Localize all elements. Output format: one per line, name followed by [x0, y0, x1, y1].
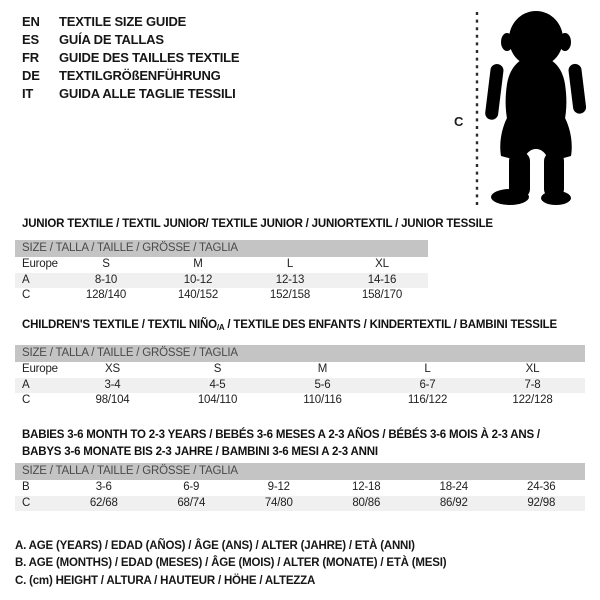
junior-textile-table — [15, 240, 428, 304]
table-cell: 110/116 — [303, 394, 342, 406]
table-cell: 140/152 — [177, 289, 219, 301]
size-header-bar: SIZE / TALLA / TAILLE / GRÖSSE / TAGLIA — [15, 463, 585, 480]
guide-title-en: TEXTILE SIZE GUIDE — [59, 14, 187, 29]
baby-silhouette-figure — [447, 6, 597, 216]
measurement-legend — [15, 538, 446, 590]
table-row-age — [15, 378, 585, 394]
language-code: EN — [22, 14, 40, 29]
table-cell: 122/128 — [512, 394, 553, 406]
table-cell: 6-9 — [183, 481, 200, 493]
table-row-age — [15, 273, 428, 289]
table-cell: 10-12 — [183, 273, 213, 286]
table-cell: XL — [375, 258, 389, 270]
childrens-textile-title — [22, 319, 557, 334]
table-cell: S — [102, 258, 110, 270]
language-row-fr — [22, 49, 239, 67]
title-subscript: /A — [216, 323, 225, 332]
table-cell: 24-36 — [527, 481, 556, 493]
guide-title-fr: GUIDE DES TAILLES TEXTILE — [59, 50, 240, 65]
baby-arm-right — [568, 63, 587, 114]
table-row-height — [15, 288, 428, 304]
title-line-2: BABYS 3-6 MONATE BIS 2-3 JAHRE / BAMBINI 3-6 MESI A 2-3 ANNI — [22, 445, 378, 458]
table-cell: 116/122 — [407, 394, 448, 406]
baby-foot-right — [541, 191, 571, 205]
junior-textile-title: JUNIOR TEXTILE / TEXTIL JUNIOR/ TEXTILE JUNIOR / JUNIORTEXTIL / JUNIOR TESSILE — [22, 218, 493, 230]
table-row-europe — [15, 257, 428, 273]
table-cell: 9-12 — [267, 481, 290, 493]
table-cell: 3-6 — [95, 481, 112, 493]
baby-foot-left — [491, 189, 529, 205]
baby-arm-left — [484, 63, 504, 120]
table-cell: 158/170 — [361, 289, 403, 301]
row-label: C — [22, 496, 31, 509]
table-cell: XS — [105, 363, 120, 375]
size-header-bar: SIZE / TALLA / TAILLE / GRÖSSE / TAGLIA — [15, 240, 428, 257]
baby-ear-right — [559, 33, 571, 51]
language-code: IT — [22, 86, 34, 101]
row-label: A — [22, 378, 30, 391]
title-text: / TEXTILE DES ENFANTS / KINDERTEXTIL / BAMBINI TESSILE — [224, 319, 557, 331]
language-code: DE — [22, 68, 40, 83]
table-cell: 18-24 — [439, 481, 468, 493]
size-header-bar: SIZE / TALLA / TAILLE / GRÖSSE / TAGLIA — [15, 345, 585, 362]
table-cell: 152/158 — [269, 289, 311, 301]
legend-line-a: A. AGE (YEARS) / EDAD (AÑOS) / ÂGE (ANS) / ALTER (JAHRE) / ETÀ (ANNI) — [15, 540, 415, 552]
table-row-europe — [15, 362, 585, 378]
guide-title-de: TEXTILGRÖßENFÜHRUNG — [59, 68, 221, 83]
baby-silhouette — [484, 11, 586, 205]
table-cell: 128/140 — [85, 289, 127, 301]
legend-line-c: C. (cm) HEIGHT / ALTURA / HAUTEUR / HÖHE / ALTEZZA — [15, 574, 316, 587]
table-cell: 92/98 — [527, 496, 556, 509]
table-cell: M — [317, 363, 328, 375]
table-cell: 4-5 — [209, 378, 226, 391]
baby-ear-left — [501, 33, 513, 51]
table-cell: 6-7 — [419, 378, 436, 391]
table-cell: 12-13 — [275, 273, 305, 286]
table-cell: XL — [525, 363, 540, 375]
table-cell: 86/92 — [439, 496, 468, 509]
row-label: B — [22, 481, 30, 493]
table-cell: 14-16 — [367, 273, 397, 286]
table-cell: 62/68 — [89, 496, 118, 509]
table-cell: 98/104 — [95, 394, 130, 406]
table-cell: L — [286, 258, 294, 270]
table-cell: 5-6 — [314, 378, 331, 391]
table-row-age-months — [15, 480, 585, 496]
title-text: CHILDREN'S TEXTILE / TEXTIL NIÑO — [22, 319, 217, 331]
language-row-it — [22, 85, 239, 103]
table-cell: 7-8 — [524, 378, 541, 391]
row-label: A — [22, 273, 30, 286]
babies-textile-title — [22, 427, 540, 460]
guide-title-es: GUÍA DE TALLAS — [59, 32, 164, 47]
language-row-en — [22, 13, 239, 31]
table-cell: S — [213, 363, 222, 375]
babies-textile-table — [15, 463, 585, 511]
table-cell: 8-10 — [94, 273, 118, 286]
language-guide — [22, 13, 239, 103]
table-row-height — [15, 496, 585, 512]
table-cell: L — [424, 363, 431, 375]
language-row-de — [22, 67, 239, 85]
row-label: C — [22, 394, 31, 406]
table-cell: 3-4 — [104, 378, 121, 391]
height-measure-label: C — [454, 114, 464, 129]
table-cell: 12-18 — [352, 481, 381, 493]
table-cell: 68/74 — [177, 496, 206, 509]
title-line-1: BABIES 3-6 MONTH TO 2-3 YEARS / BEBÉS 3-6 MESES A 2-3 AÑOS / BÉBÉS 3-6 MOIS À 2-3 ANS / — [22, 429, 540, 441]
guide-title-it: GUIDA ALLE TAGLIE TESSILI — [59, 86, 236, 101]
baby-torso — [506, 56, 567, 124]
language-code: ES — [22, 32, 39, 47]
table-cell: 104/110 — [197, 394, 238, 406]
row-label: Europe — [22, 258, 58, 270]
legend-line-b: B. AGE (MONTHS) / EDAD (MESES) / ÂGE (MOIS) / ALTER (MONATE) / ETÀ (MESI) — [15, 557, 447, 570]
row-label: Europe — [22, 363, 58, 375]
table-row-height — [15, 393, 585, 409]
childrens-textile-table — [15, 345, 585, 409]
baby-silhouette-svg — [447, 6, 597, 216]
row-label: C — [22, 289, 31, 301]
language-code: FR — [22, 50, 39, 65]
table-cell: 80/86 — [352, 496, 381, 509]
table-cell: 74/80 — [264, 496, 293, 509]
language-row-es — [22, 31, 239, 49]
table-cell: M — [193, 258, 203, 270]
